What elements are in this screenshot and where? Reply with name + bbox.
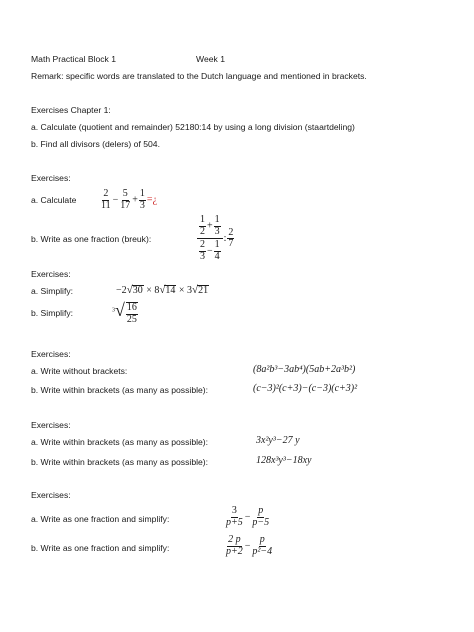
fraction: $\frac{1}{4}$: [214, 239, 220, 262]
exercise6b-formula: $\frac{2 p}{p+2}$ − $\frac{p}{\text{p²−4}}$: [226, 534, 273, 557]
question-mark: ¿: [152, 194, 158, 206]
exercise2a-formula: $\frac{2}{11}$ − $\frac{5}{17}$ + $\frac{1}{3}$ =¿: [101, 188, 158, 211]
fraction: $\frac{1}{3}$: [214, 214, 220, 237]
exercise5a-formula: 3x²y³−27 y: [256, 435, 300, 446]
fraction: $\frac{2 p}{p+2}$: [226, 534, 243, 557]
exercises6-heading: Exercises:: [31, 490, 71, 500]
exercise4b-label: b. Write within brackets (as many as possible):: [31, 385, 209, 395]
fraction: $\frac{2}{7}$: [228, 226, 234, 249]
remark-text: Remark: specific words are translated to the Dutch language and mentioned in brackets.: [31, 71, 367, 81]
fraction: $\frac{2}{11}$: [101, 188, 111, 211]
exercise4a-formula: (8a²b³−3ab⁴)(5ab+2a³b²): [253, 364, 356, 375]
chapter1-exercise-a: a. Calculate (quotient and remainder) 52180:14 by using a long division (staartdeling): [31, 122, 355, 132]
fraction: $\frac{5}{17}$: [120, 188, 131, 211]
exercises5-heading: Exercises:: [31, 420, 71, 430]
week-label: Week 1: [196, 54, 225, 64]
exercise5b-label: b. Write within brackets (as many as possible):: [31, 457, 209, 467]
exercise2b-label: b. Write as one fraction (breuk):: [31, 234, 152, 244]
exercise6a-formula: $\frac{3}{p+5}$ − $\frac{p}{p-5}$: [226, 505, 270, 528]
exercise3a-label: a. Simplify:: [31, 286, 74, 296]
exercise6a-label: a. Write as one fraction and simplify:: [31, 514, 170, 524]
chapter1-exercise-b: b. Find all divisors (delers) of 504.: [31, 139, 160, 149]
exercise2b-formula: $\frac{1}{2}$ + $\frac{1}{3}$ $\frac{2}{3}$ − $\frac{1}{4}$ : $\frac{2}{7}$: [196, 215, 235, 262]
exercise4a-label: a. Write without brackets:: [31, 366, 128, 376]
exercise3b-label: b. Simplify:: [31, 308, 74, 318]
exercise5a-label: a. Write within brackets (as many as possible):: [31, 437, 209, 447]
exercises3-heading: Exercises:: [31, 269, 71, 279]
fraction: $\frac{p}{\text{p²−4}}$: [252, 534, 273, 557]
exercise5b-formula: 128x³y³−18xy: [256, 455, 312, 466]
document-title: Math Practical Block 1: [31, 54, 117, 64]
fraction: $\frac{p}{p-5}$: [252, 505, 270, 528]
exercise6b-label: b. Write as one fraction and simplify:: [31, 543, 170, 553]
exercises2-heading: Exercises:: [31, 173, 71, 183]
fraction: $\frac{16}{25}$: [126, 302, 137, 325]
exercises4-heading: Exercises:: [31, 349, 71, 359]
exercise3b-formula: $^3$√ $\frac{16}{25}$: [112, 300, 137, 325]
complex-fraction: $\frac{1}{2}$ + $\frac{1}{3}$ $\frac{2}{3}$ − $\frac{1}{4}$: [197, 215, 223, 262]
exercise4b-formula: (c−3)²(c+3)−(c−3)(c+3)²: [253, 383, 358, 394]
fraction: $\frac{1}{3}$: [139, 188, 145, 211]
fraction: $\frac{3}{p+5}$: [226, 505, 243, 528]
fraction: $\frac{1}{2}$: [200, 214, 205, 237]
exercise3a-formula: −2√30 × 8√14 × 3√21: [116, 284, 209, 296]
exercise2a-label: a. Calculate: [31, 195, 77, 205]
fraction: $\frac{2}{3}$: [200, 239, 205, 262]
chapter1-heading: Exercises Chapter 1:: [31, 105, 111, 115]
